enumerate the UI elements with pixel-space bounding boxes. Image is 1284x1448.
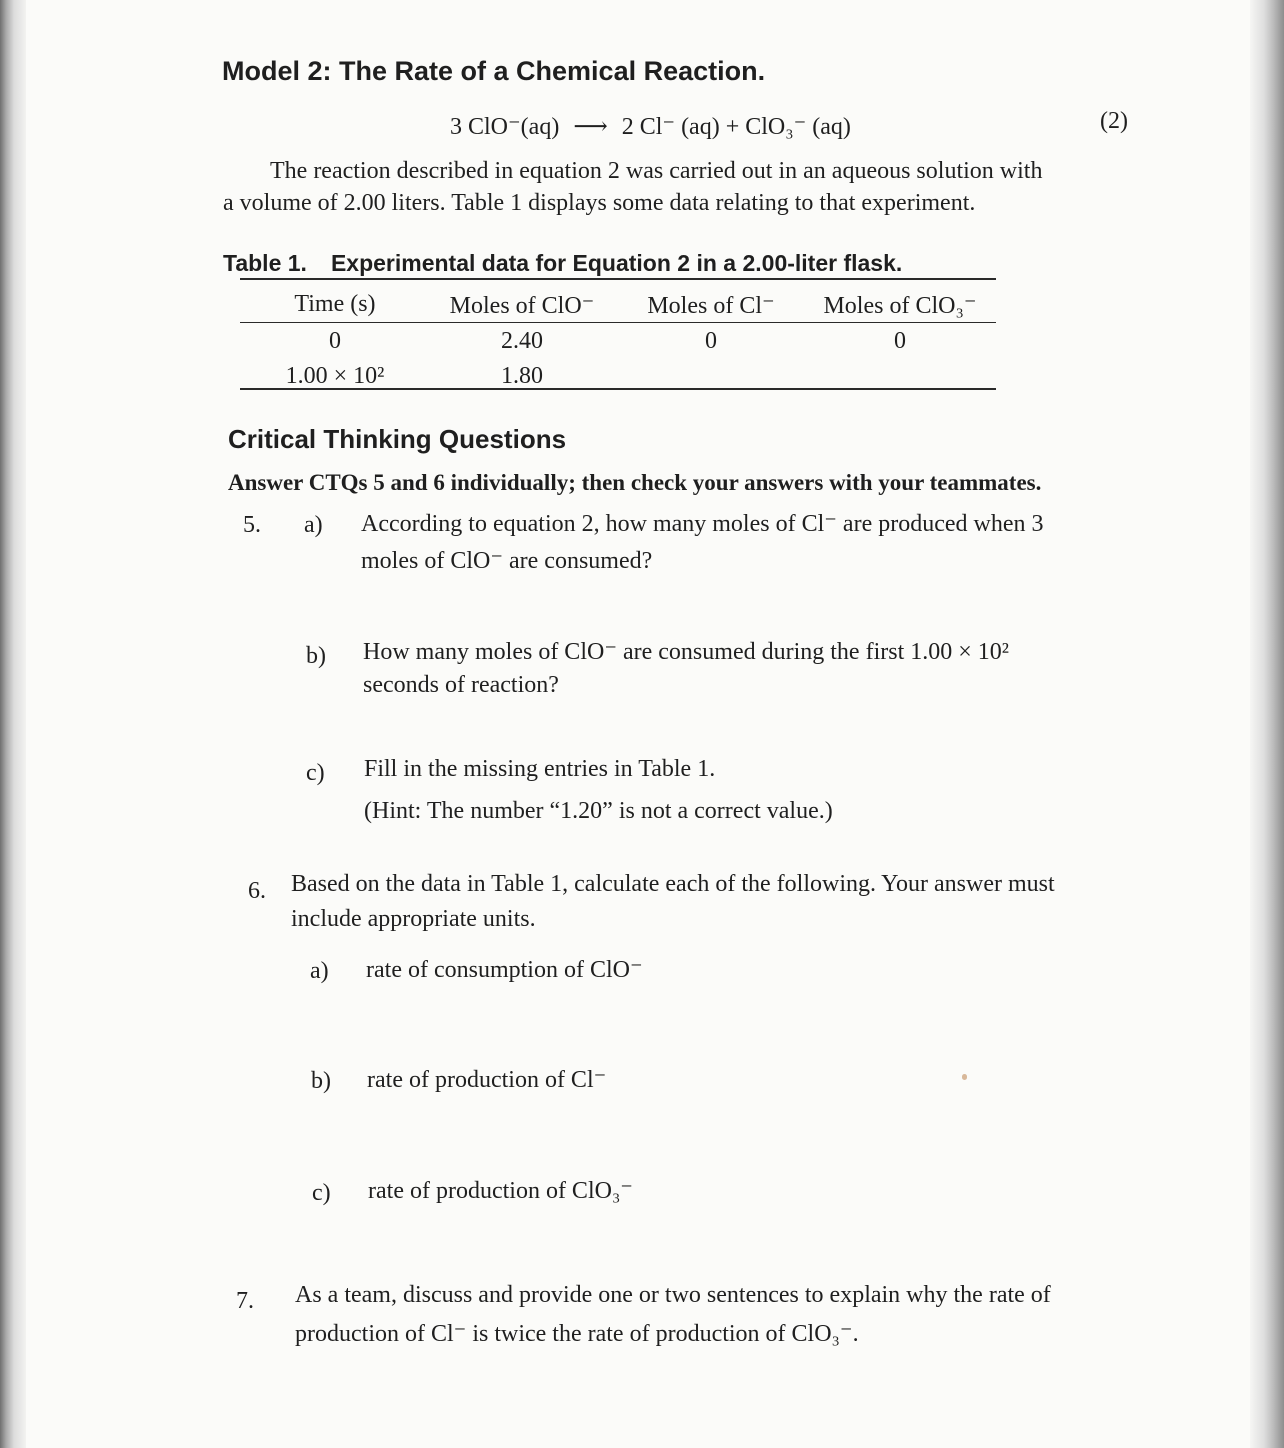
question-part-label: c) (312, 1180, 331, 1206)
question-number: 5. (243, 512, 261, 538)
table-label: Table 1. (223, 250, 307, 276)
question-6c-text: rate of production of ClO₃⁻ (368, 1178, 633, 1204)
question-6-line-2: include appropriate units. (291, 906, 536, 932)
table-cell: 0 (705, 328, 717, 354)
intro-line-2: a volume of 2.00 liters. Table 1 displays some data relating to that experiment. (223, 190, 976, 216)
question-5b-line-1: How many moles of ClO⁻ are consumed during the first 1.00 × 10² (363, 639, 1009, 665)
question-7-line-1: As a team, discuss and provide one or two sentences to explain why the rate of (295, 1282, 1051, 1308)
table-cell: 1.80 (501, 363, 543, 389)
question-5c-line-1: Fill in the missing entries in Table 1. (364, 756, 716, 782)
question-part-label: c) (306, 760, 325, 786)
equation-products: 2 Cl⁻ (aq) + ClO₃⁻ (aq) (621, 114, 851, 140)
ctq-heading: Critical Thinking Questions (228, 424, 567, 454)
model-title: Model 2: The Rate of a Chemical Reaction. (222, 56, 766, 86)
equation-reactant: 3 ClO⁻(aq) (450, 114, 560, 140)
table-caption-text: Experimental data for Equation 2 in a 2.00-liter flask. (330, 250, 903, 276)
question-5c-line-2: (Hint: The number “1.20” is not a correct value.) (364, 798, 833, 824)
paper-speck (962, 1074, 967, 1080)
question-number: 7. (236, 1288, 254, 1314)
table-top-rule (240, 278, 996, 280)
table-header-rule (240, 322, 996, 323)
question-part-label: a) (304, 512, 323, 538)
reaction-arrow-icon: ⟶ (573, 114, 608, 140)
question-5b-line-2: seconds of reaction? (363, 672, 559, 698)
intro-line-1: The reaction described in equation 2 was carried out in an aqueous solution with (270, 158, 1043, 184)
question-6a-text: rate of consumption of ClO⁻ (366, 957, 643, 983)
table-cell: 1.00 × 10² (285, 363, 385, 389)
question-7-line-2: production of Cl⁻ is twice the rate of production of ClO₃⁻. (295, 1321, 859, 1347)
ctq-instructions: Answer CTQs 5 and 6 individually; then check your answers with your teammates. (228, 470, 1042, 495)
question-part-label: b) (306, 643, 326, 669)
question-6b-text: rate of production of Cl⁻ (367, 1067, 607, 1093)
table-cell: 0 (329, 328, 341, 354)
page-binding-shadow-right (1250, 0, 1284, 1448)
table-header-moles-clo3: Moles of ClO₃⁻ (823, 293, 977, 319)
question-part-label: a) (310, 958, 329, 984)
question-part-label: b) (311, 1068, 331, 1094)
question-5a-line-2: moles of ClO⁻ are consumed? (361, 548, 653, 574)
chemical-equation (450, 112, 851, 141)
question-5a-line-1: According to equation 2, how many moles of Cl⁻ are produced when 3 (361, 511, 1044, 537)
table-cell: 0 (894, 328, 906, 354)
table-caption (223, 250, 902, 277)
page-binding-shadow-left (0, 0, 26, 1448)
table-header-moles-clo: Moles of ClO⁻ (449, 293, 595, 319)
table-header-moles-cl: Moles of Cl⁻ (647, 293, 775, 319)
question-number: 6. (248, 878, 266, 904)
equation-number: (2) (1100, 108, 1128, 134)
question-6-line-1: Based on the data in Table 1, calculate each of the following. Your answer must (291, 871, 1055, 897)
table-header-time: Time (s) (294, 291, 376, 317)
table-cell: 2.40 (501, 328, 543, 354)
